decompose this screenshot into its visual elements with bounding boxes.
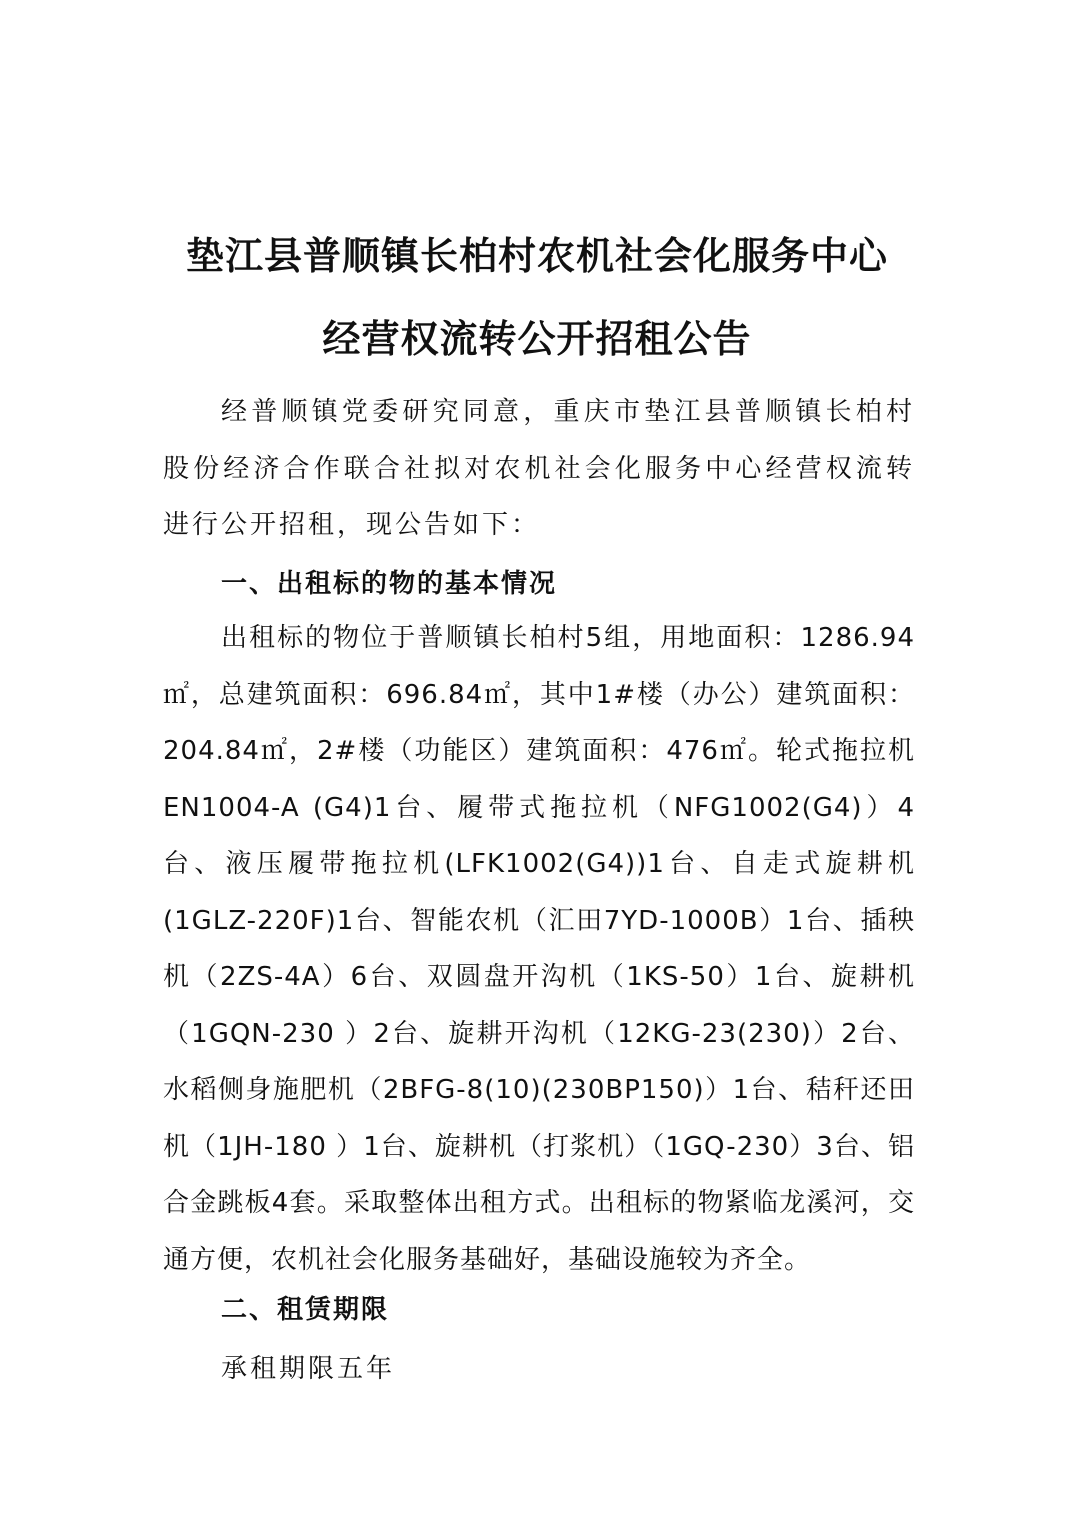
intro-paragraph: 经普顺镇党委研究同意，重庆市垫江县普顺镇长柏村股份经济合作联合社拟对农机社会化服务中心经营权流转进行公开招租，现公告如下： (163, 397, 915, 540)
section-1-body: 出租标的物位于普顺镇长柏村5组，用地面积：1286.94㎡，总建筑面积：696.84㎡，其中1#楼（办公）建筑面积：204.84㎡，2#楼（功能区）建筑面积：476㎡。轮式拖拉机EN1004-A (G4)1台、履带式拖拉机（NFG1002(G4)）4台、液压履带拖拉机(LFK1002(G4))1台、自走式旋耕机(1GLZ-220F)1台、智能农机（汇田7YD-1000B）1台、插秧机（2ZS-4A）6台、双圆盘开沟机（1KS-50）1台、旋耕机（1GQN-230 ）2台、旋耕开沟机（12KG-23(230)）2台、水稻侧身施肥机（2BFG-8(10)(230BP150)）1台、秸秆还田机（1JH-180 ）1台、旋耕机（打浆机）（1GQ-230）3台、铝合金跳板4套。采取整体出租方式。出租标的物紧临龙溪河，交通方便，农机社会化服务基础好，基础设施较为齐全。 (163, 623, 915, 1275)
section-1-heading: 一、出租标的物的基本情况 (221, 569, 558, 599)
section-2-heading-block (163, 1282, 915, 1339)
section-2-heading: 二、租赁期限 (221, 1295, 390, 1325)
document-title-line-1: 垫江县普顺镇长柏村农机社会化服务中心 (185, 233, 888, 278)
section-2-body-block (163, 1341, 915, 1398)
intro-paragraph-block (163, 384, 915, 554)
section-1-body-block (163, 610, 915, 1288)
document-title-line-2: 经营权流转公开招租公告 (322, 316, 752, 361)
section-2-body: 承租期限五年 (221, 1354, 396, 1384)
section-1-heading-block (163, 556, 915, 613)
